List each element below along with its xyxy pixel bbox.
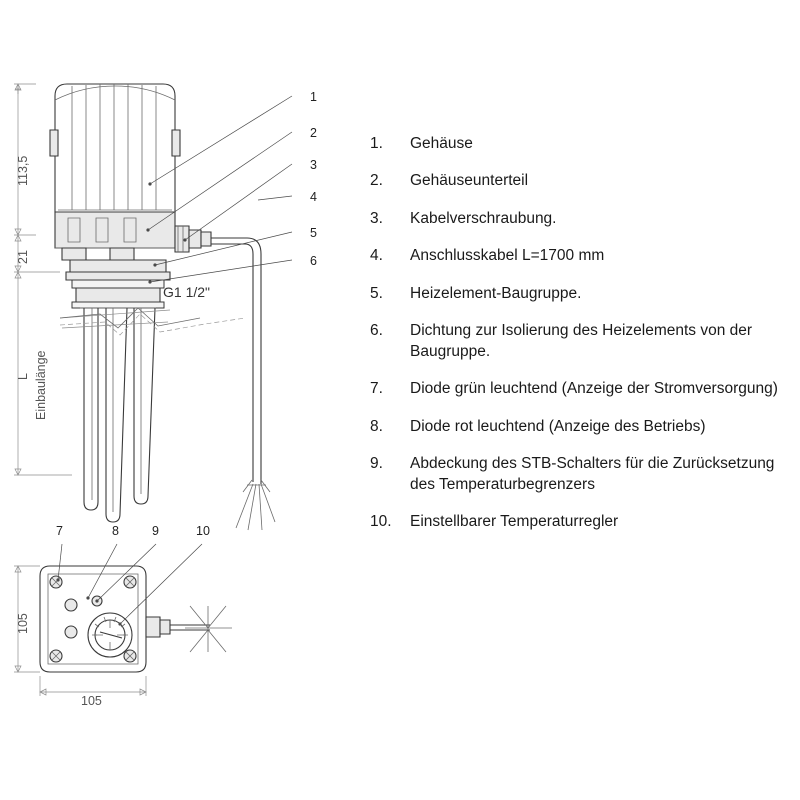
housing-body: [50, 84, 180, 220]
callout-3: 3: [310, 158, 317, 172]
legend-item-text: Gehäuseunterteil: [410, 172, 529, 190]
legend-item-text: Heizelement-Baugruppe.: [410, 284, 582, 302]
legend-item-number: 1.: [370, 135, 383, 152]
legend-item-text: Diode grün leuchtend (Anzeige der Stromversorgung): [410, 380, 778, 398]
callout-8: 8: [112, 524, 119, 538]
break-line: [60, 308, 245, 335]
callout-10: 10: [196, 524, 210, 538]
legend-item: [370, 246, 790, 266]
legend-item: [370, 379, 790, 399]
legend-item-number: 8.: [370, 417, 383, 435]
legend-item: [370, 512, 790, 532]
housing-base: [55, 212, 175, 260]
legend-item-text: Einstellbarer Temperaturregler: [410, 512, 619, 530]
connection-cable: [211, 238, 275, 530]
legend-item-number: 4.: [370, 247, 383, 265]
legend-item-text: Dichtung zur Isolierung des Heizelements von der Baugruppe.: [410, 322, 753, 360]
callout-2: 2: [310, 126, 317, 140]
dimension-top-height-105: 105: [16, 613, 30, 634]
side-view-drawing: [0, 60, 360, 590]
legend-item: [370, 284, 790, 304]
legend-item-number: 9.: [370, 455, 383, 473]
dimension-height-21: 21: [16, 250, 30, 264]
legend-item-number: 7.: [370, 380, 383, 398]
legend-item-number: 5.: [370, 284, 383, 302]
legend-item-text: Diode rot leuchtend (Anzeige des Betriebs): [410, 417, 706, 435]
legend-item-text: Abdeckung des STB-Schalters für die Zurücksetzung des Temperaturbegrenzers: [410, 455, 775, 493]
top-view-drawing: [0, 520, 340, 720]
legend-item: [370, 454, 790, 495]
thread-size-label: G1 1/2": [163, 284, 210, 300]
dimension-insertion-symbol: L: [16, 373, 30, 380]
callout-4: 4: [310, 190, 317, 204]
legend-item-text: Anschlusskabel L=1700 mm: [410, 247, 605, 265]
callout-6: 6: [310, 254, 317, 268]
cable-gland: [175, 226, 211, 252]
callout-7: 7: [56, 524, 63, 538]
legend-list: [370, 134, 790, 549]
legend-item: [370, 134, 790, 154]
housing-top-square: [40, 566, 232, 672]
callout-1: 1: [310, 90, 317, 104]
legend-item-number: 10.: [370, 512, 392, 530]
callout-9: 9: [152, 524, 159, 538]
legend-item: [370, 209, 790, 229]
dimension-insertion-label: Einbaulänge: [34, 350, 48, 420]
heating-element-assembly: [60, 260, 170, 522]
legend-item-text: Kabelverschraubung.: [410, 209, 557, 227]
legend-item: [370, 417, 790, 437]
legend-item: [370, 171, 790, 191]
legend-item-number: 6.: [370, 322, 383, 340]
legend-item: [370, 321, 790, 362]
legend-item-number: 2.: [370, 172, 383, 190]
legend-item-number: 3.: [370, 209, 383, 227]
dimension-top-width-105: 105: [81, 694, 102, 708]
callout-5: 5: [310, 226, 317, 240]
dimension-height-113-5: 113,5: [16, 155, 30, 186]
legend-item-text: Gehäuse: [410, 135, 473, 152]
